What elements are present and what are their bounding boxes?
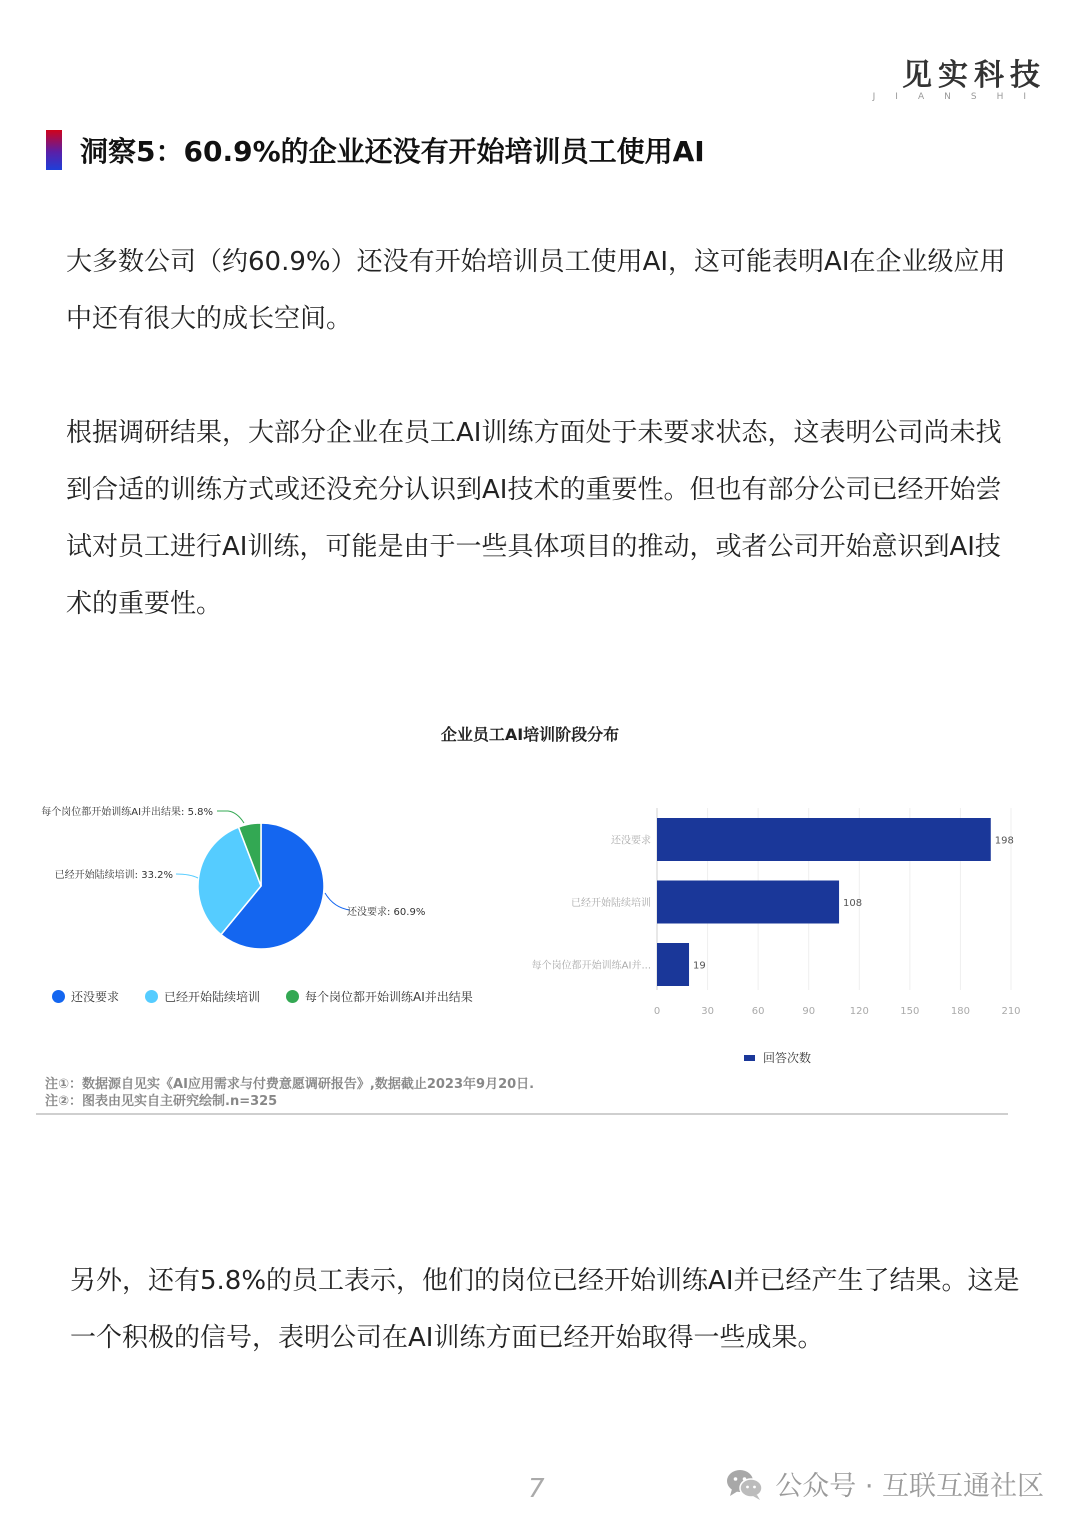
chart-title: 企业员工AI培训阶段分布 xyxy=(440,725,620,744)
bar-legend-swatch xyxy=(744,1055,755,1061)
paragraph-2: 根据调研结果，大部分企业在员工AI训练方面处于未要求状态，这表明公司尚未找到合适的训练方式或还没充分认识到AI技术的重要性。但也有部分公司已经开始尝试对员工进行AI训练，可能是由于一些具体项目的推动，或者公司开始意识到AI技术的重要性。 xyxy=(66,418,1002,619)
bar-2[interactable] xyxy=(657,943,689,986)
bar-x-tick: 90 xyxy=(802,1006,816,1017)
pie-legend xyxy=(52,988,499,1005)
bar-x-tick: 0 xyxy=(653,1006,661,1017)
page-number: 7 xyxy=(528,1474,545,1504)
bar-category-label-2: 每个岗位都开始训练AI并... xyxy=(531,960,651,972)
wechat-footer xyxy=(725,1464,1044,1503)
paragraph-3: 另外，还有5.8%的员工表示，他们的岗位已经开始训练AI并已经产生了结果。这是一个积极的信号，表明公司在AI训练方面已经开始取得一些成果。 xyxy=(70,1266,1020,1353)
bar-chart xyxy=(510,800,1030,1022)
heading-accent-bar xyxy=(46,130,62,170)
legend-item-2[interactable] xyxy=(286,988,473,1005)
brand-logo xyxy=(873,50,1046,102)
note-2: 注②：图表由见实自主研究绘制.n=325 xyxy=(45,1094,278,1109)
pie-label-1: 已经开始陆续培训: 33.2% xyxy=(54,870,173,881)
bar-legend-label: 回答次数 xyxy=(763,1051,812,1065)
bar-0[interactable] xyxy=(657,818,991,861)
legend-dot-1 xyxy=(145,990,158,1003)
bar-x-tick: 150 xyxy=(900,1006,920,1017)
bar-1[interactable] xyxy=(657,881,839,924)
bar-x-tick: 30 xyxy=(701,1006,714,1017)
legend-label-0: 还没要求 xyxy=(71,990,120,1004)
pie-label-2: 每个岗位都开始训练AI并出结果: 5.8% xyxy=(41,807,213,818)
legend-dot-0 xyxy=(52,990,65,1003)
bar-x-tick: 210 xyxy=(1001,1006,1021,1017)
heading-title: 洞察5：60.9%的企业还没有开始培训员工使用AI xyxy=(80,135,705,168)
wechat-icon xyxy=(725,1467,765,1501)
pie-label-0: 还没要求: 60.9% xyxy=(347,907,426,918)
pie-leader-1 xyxy=(176,874,198,878)
legend-item-1[interactable] xyxy=(145,988,260,1005)
legend-dot-2 xyxy=(286,990,299,1003)
brand-sub: JIANSHI xyxy=(872,92,1046,102)
wechat-label: 公众号 · 互联互通社区 xyxy=(775,1471,1044,1502)
pie-leader-2 xyxy=(217,811,244,823)
legend-label-2: 每个岗位都开始训练AI并出结果 xyxy=(305,990,473,1004)
chart-notes xyxy=(45,1076,534,1110)
note-1: 注①：数据源自见实《AI应用需求与付费意愿调研报告》,数据截止2023年9月20日. xyxy=(45,1077,535,1092)
brand-name: 见实科技 xyxy=(902,58,1046,93)
bar-category-label-0: 还没要求 xyxy=(611,835,651,847)
legend-label-1: 已经开始陆续培训 xyxy=(164,990,261,1004)
bar-x-tick: 180 xyxy=(950,1006,970,1017)
bar-legend[interactable] xyxy=(744,1049,811,1066)
legend-item-0[interactable] xyxy=(52,988,119,1005)
section-heading xyxy=(46,130,705,170)
divider xyxy=(36,1113,1008,1115)
bar-value-label-2: 19 xyxy=(693,960,706,972)
bar-value-label-0: 198 xyxy=(994,835,1014,847)
bar-x-tick: 60 xyxy=(751,1006,765,1017)
bar-value-label-1: 108 xyxy=(843,898,863,909)
paragraph-1: 大多数公司（约60.9%）还没有开始培训员工使用AI，这可能表明AI在企业级应用中还有很大的成长空间。 xyxy=(66,247,1006,334)
bar-x-tick: 120 xyxy=(849,1006,869,1017)
pie-chart xyxy=(30,790,500,980)
bar-category-label-1: 已经开始陆续培训 xyxy=(571,898,651,909)
